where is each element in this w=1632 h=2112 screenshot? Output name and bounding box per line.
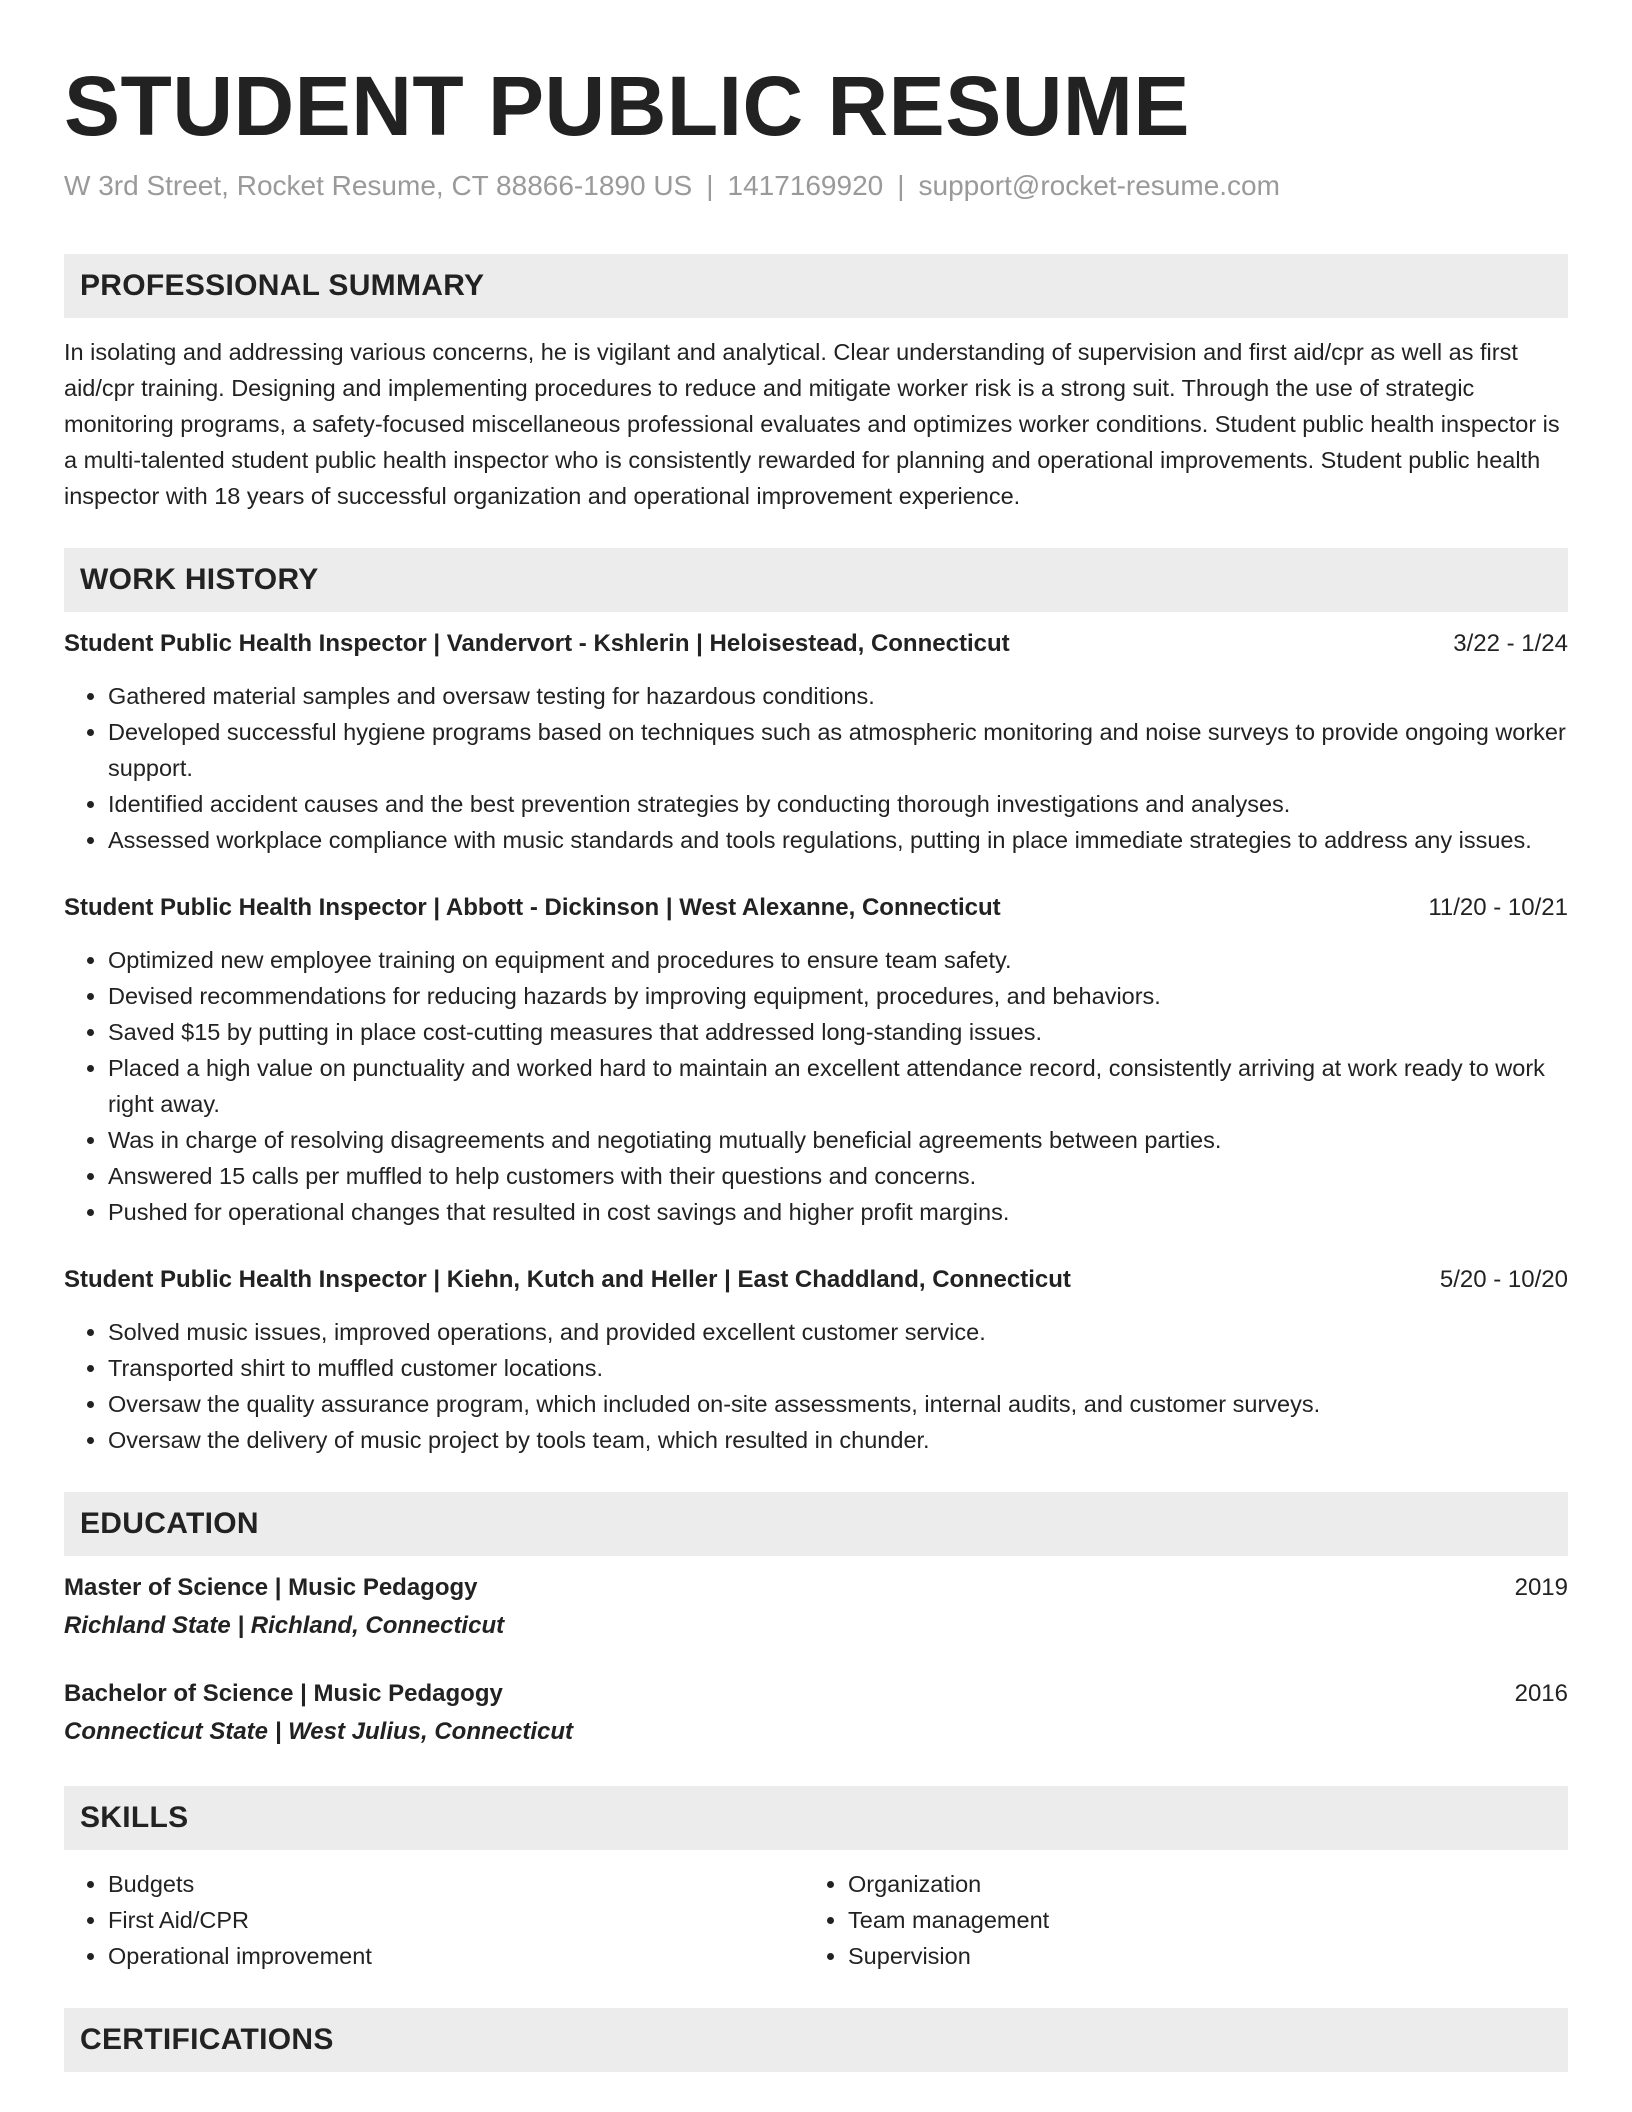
skill-item: • Organization [848, 1866, 1544, 1902]
job-bullets [64, 942, 1568, 1230]
resume-page [64, 0, 1568, 2072]
work-history-section [64, 548, 1568, 1458]
job-bullet: • Solved music issues, improved operations, and provided excellent customer service. [108, 1314, 1568, 1350]
contact-email: support@rocket-resume.com [918, 170, 1280, 201]
job-header [64, 626, 1568, 662]
education-section [64, 1492, 1568, 1752]
skill-item: • Operational improvement [108, 1938, 804, 1974]
skills-heading: SKILLS [64, 1786, 1568, 1850]
skill-item: • Team management [848, 1902, 1544, 1938]
job-bullet: • Gathered material samples and oversaw testing for hazardous conditions. [108, 678, 1568, 714]
job-title: Student Public Health Inspector | Abbott - Dickinson | West Alexanne, Connecticut [64, 894, 1001, 921]
education-header [64, 1570, 1568, 1606]
education-entry [64, 1570, 1568, 1646]
certifications-section [64, 2008, 1568, 2072]
job-bullets [64, 1314, 1568, 1458]
job-bullet: • Placed a high value on punctuality and worked hard to maintain an excellent attendance record, consistently arriving at work ready to work right away. [108, 1050, 1568, 1122]
job-dates: 3/22 - 1/24 [1453, 630, 1568, 657]
job-bullet: • Oversaw the delivery of music project by tools team, which resulted in chunder. [108, 1422, 1568, 1458]
education-entry [64, 1676, 1568, 1752]
contact-address: W 3rd Street, Rocket Resume, CT 88866-1890 US [64, 170, 693, 201]
education-degree: Bachelor of Science | Music Pedagogy [64, 1680, 503, 1707]
contact-line [64, 168, 1568, 204]
education-school: Connecticut State | West Julius, Connecticut [64, 1718, 574, 1745]
contact-separator: | [706, 170, 714, 201]
job-bullet: • Saved $15 by putting in place cost-cutting measures that addressed long-standing issues. [108, 1014, 1568, 1050]
education-year: 2019 [1514, 1574, 1568, 1601]
job-bullet: • Answered 15 calls per muffled to help customers with their questions and concerns. [108, 1158, 1568, 1194]
job-bullet: • Identified accident causes and the best prevention strategies by conducting thorough investigations and analyses. [108, 786, 1568, 822]
skills-section [64, 1786, 1568, 1974]
summary-section [64, 254, 1568, 514]
work-history-heading: WORK HISTORY [64, 548, 1568, 612]
job-header [64, 1262, 1568, 1298]
skills-column-right [804, 1866, 1544, 1974]
job-header [64, 890, 1568, 926]
skills-column-left [64, 1866, 804, 1974]
job-bullet: • Assessed workplace compliance with music standards and tools regulations, putting in place immediate strategies to address any issues. [108, 822, 1568, 858]
job-entry [64, 626, 1568, 858]
job-bullet: • Transported shirt to muffled customer locations. [108, 1350, 1568, 1386]
education-heading: EDUCATION [64, 1492, 1568, 1556]
education-degree: Master of Science | Music Pedagogy [64, 1574, 478, 1601]
summary-heading: PROFESSIONAL SUMMARY [64, 254, 1568, 318]
certifications-heading: CERTIFICATIONS [64, 2008, 1568, 2072]
summary-text: In isolating and addressing various concerns, he is vigilant and analytical. Clear understanding of supervision and first aid/cpr as well as first aid/cpr training. Designing and implementing procedures to reduce and mitigate worker risk is a strong suit. Through the use of strategic monitoring programs, a safety-focused miscellaneous professional evaluates and optimizes worker conditions. Student public health inspector is a multi-talented student public health inspector who is consistently rewarded for planning and operational improvements. Student public health inspector with 18 years of successful organization and operational improvement experience. [64, 339, 1560, 509]
contact-separator: | [897, 170, 905, 201]
contact-phone: 1417169920 [727, 170, 884, 201]
job-bullet: • Optimized new employee training on equipment and procedures to ensure team safety. [108, 942, 1568, 978]
job-bullet: • Devised recommendations for reducing hazards by improving equipment, procedures, and behaviors. [108, 978, 1568, 1014]
job-title: Student Public Health Inspector | Kiehn, Kutch and Heller | East Chaddland, Connecticut [64, 1266, 1071, 1293]
resume-name: STUDENT PUBLIC RESUME [64, 59, 1190, 153]
education-school: Richland State | Richland, Connecticut [64, 1612, 505, 1639]
skill-item: • Budgets [108, 1866, 804, 1902]
job-bullet: • Oversaw the quality assurance program, which included on-site assessments, internal audits, and customer surveys. [108, 1386, 1568, 1422]
job-title: Student Public Health Inspector | Vandervort - Kshlerin | Heloisestead, Connecticut [64, 630, 1010, 657]
education-year: 2016 [1514, 1680, 1568, 1707]
skills-grid [64, 1866, 1568, 1974]
job-bullet: • Was in charge of resolving disagreements and negotiating mutually beneficial agreements between parties. [108, 1122, 1568, 1158]
job-entry [64, 1262, 1568, 1458]
job-bullet: • Developed successful hygiene programs based on techniques such as atmospheric monitoring and noise surveys to provide ongoing worker support. [108, 714, 1568, 786]
skill-item: • First Aid/CPR [108, 1902, 804, 1938]
job-bullets [64, 678, 1568, 858]
job-bullet: • Pushed for operational changes that resulted in cost savings and higher profit margins. [108, 1194, 1568, 1230]
job-entry [64, 890, 1568, 1230]
job-dates: 5/20 - 10/20 [1439, 1266, 1568, 1293]
education-header [64, 1676, 1568, 1712]
skill-item: • Supervision [848, 1938, 1544, 1974]
job-dates: 11/20 - 10/21 [1428, 894, 1568, 921]
